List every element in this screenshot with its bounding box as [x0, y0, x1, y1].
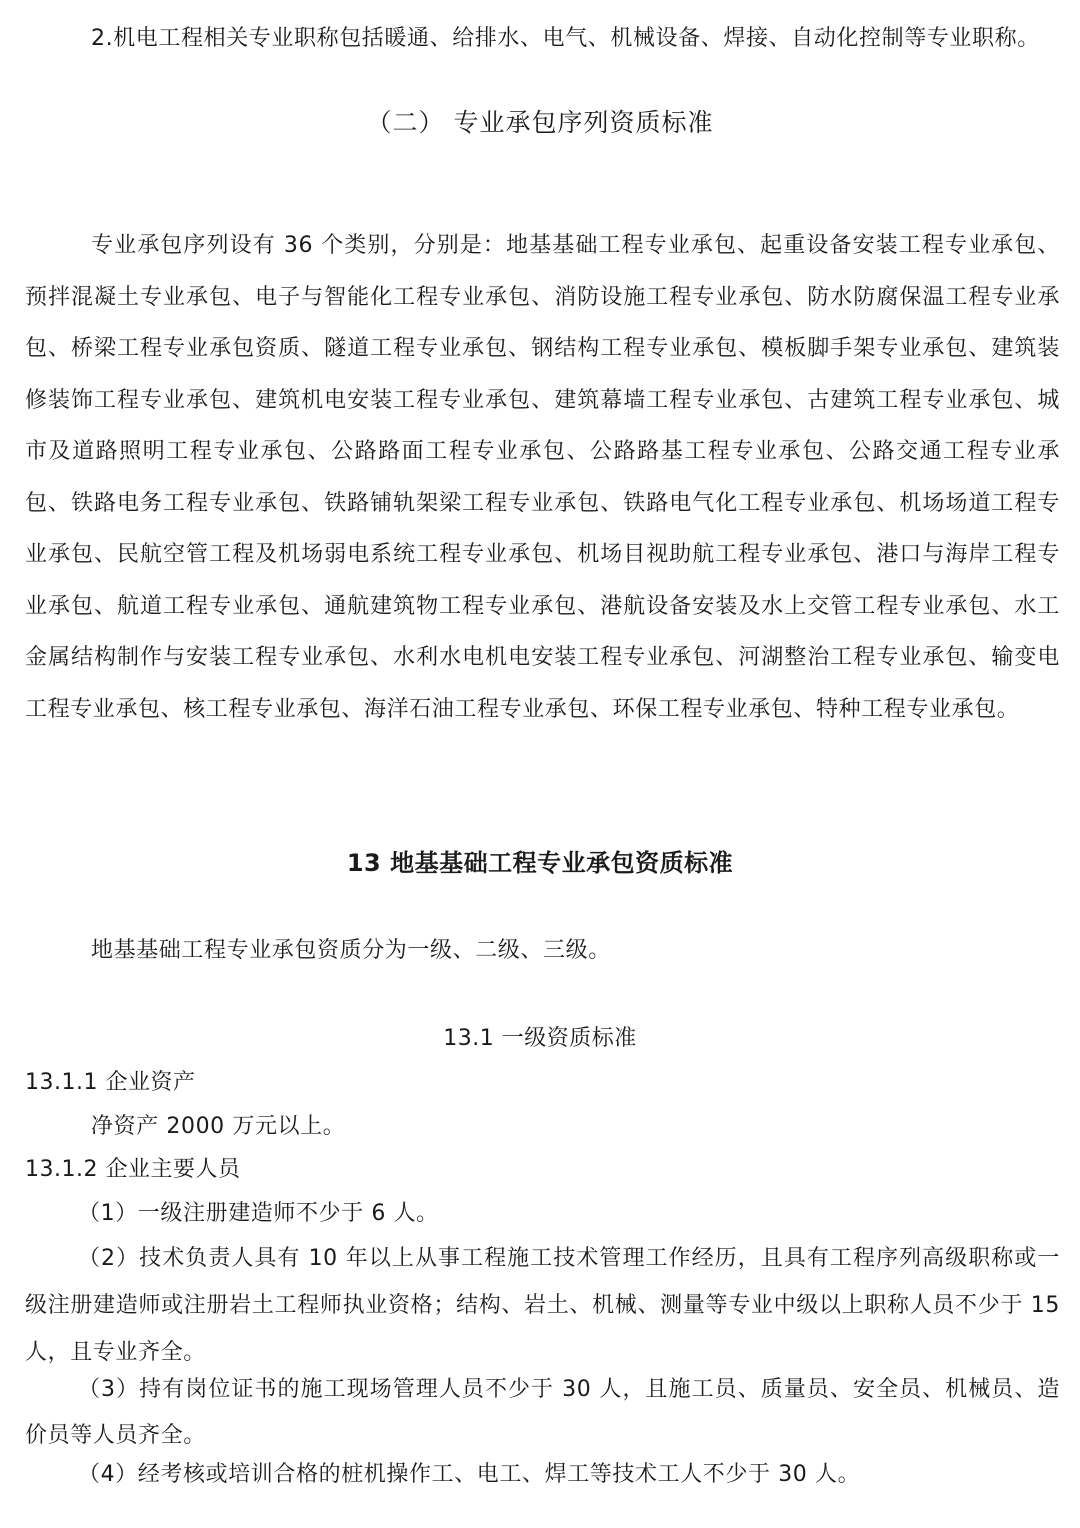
section-title: （二） 专业承包序列资质标准 [366, 108, 714, 137]
standard-13-1-title: 13.1 一级资质标准 [443, 1026, 637, 1051]
intro-item-2: 2.机电工程相关专业职称包括暖通、给排水、电气、机械设备、焊接、自动化控制等专业职称。 [91, 26, 1040, 51]
staff-item-1: （1）一级注册建造师不少于 6 人。 [78, 1201, 439, 1226]
standard-13-title: 13 地基基础工程专业承包资质标准 [346, 849, 734, 877]
categories-paragraph: 专业承包序列设有 36 个类别，分别是：地基基础工程专业承包、起重设备安装工程专业承包、预拌混凝土专业承包、电子与智能化工程专业承包、消防设施工程专业承包、防水防腐保温工程专业承包、桥梁工程专业承包资质、隧道工程专业承包、钢结构工程专业承包、模板脚手架专业承包、建筑装修装饰工程专业承包、建筑机电安装工程专业承包、建筑幕墙工程专业承包、古建筑工程专业承包、城市及道路照明工程专业承包、公路路面工程专业承包、公路路基工程专业承包、公路交通工程专业承包、铁路电务工程专业承包、铁路铺轨架梁工程专业承包、铁路电气化工程专业承包、机场场道工程专业承包、民航空管工程及机场弱电系统工程专业承包、机场目视助航工程专业承包、港口与海岸工程专业承包、航道工程专业承包、通航建筑物工程专业承包、港航设备安装及水上交管工程专业承包、水工金属结构制作与安装工程专业承包、水利水电机电安装工程专业承包、河湖整治工程专业承包、输变电工程专业承包、核工程专业承包、海洋石油工程专业承包、环保工程专业承包、特种工程专业承包。 [25, 233, 1060, 722]
section-13-1-1-text: 净资产 2000 万元以上。 [91, 1114, 346, 1139]
standard-13-intro: 地基基础工程专业承包资质分为一级、二级、三级。 [91, 938, 611, 963]
section-13-1-1-heading: 13.1.1 企业资产 [25, 1070, 196, 1095]
staff-item-4: （4）经考核或培训合格的桩机操作工、电工、焊工等技术工人不少于 30 人。 [78, 1462, 861, 1487]
staff-item-3: （3）持有岗位证书的施工现场管理人员不少于 30 人，且施工员、质量员、安全员、机械员、造价员等人员齐全。 [25, 1377, 1060, 1448]
section-13-1-2-heading: 13.1.2 企业主要人员 [25, 1157, 241, 1182]
staff-item-2: （2）技术负责人具有 10 年以上从事工程施工技术管理工作经历，且具有工程序列高级职称或一级注册建造师或注册岩土工程师执业资格；结构、岩土、机械、测量等专业中级以上职称人员不少于 15 人，且专业齐全。 [25, 1246, 1060, 1365]
